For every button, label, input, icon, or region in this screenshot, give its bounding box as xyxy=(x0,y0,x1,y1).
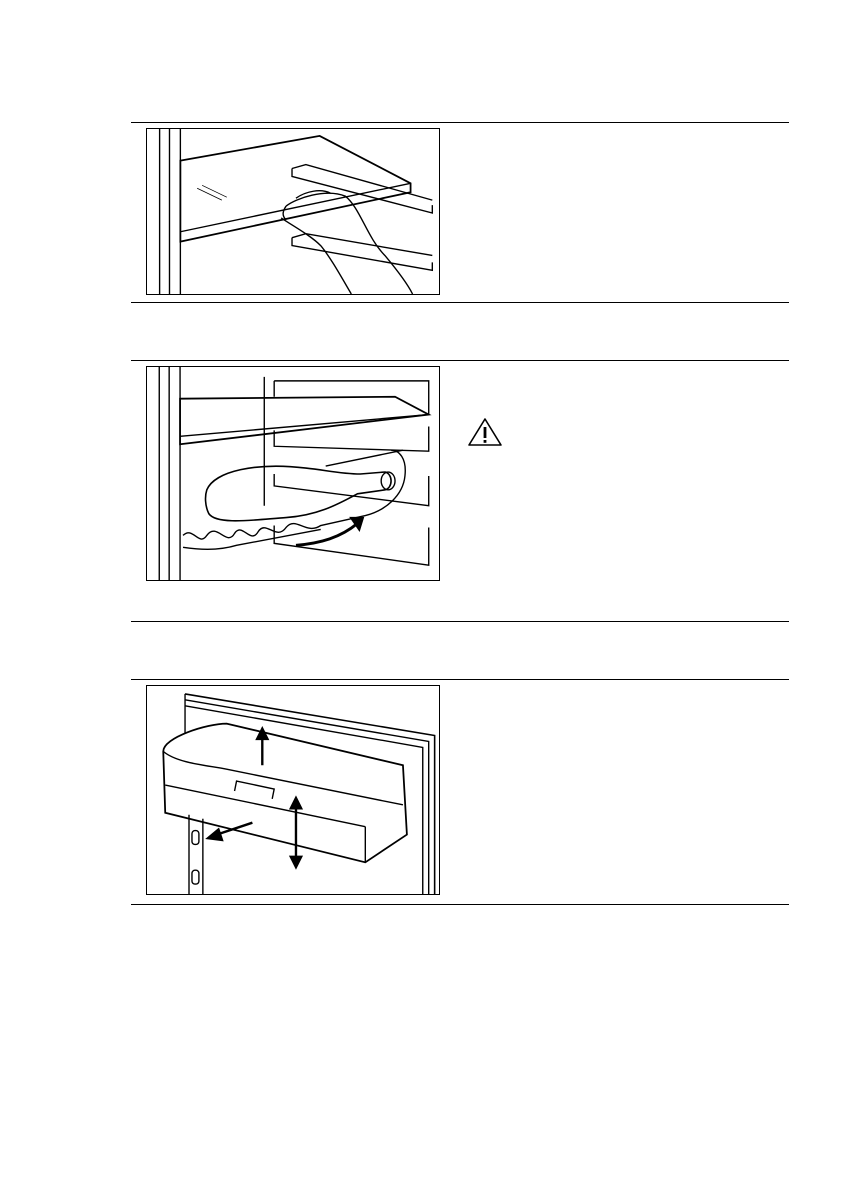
section-rule-3-bottom xyxy=(131,904,789,905)
section-rule-1-top xyxy=(131,122,789,123)
bottle-rack-illustration xyxy=(146,366,440,581)
glass-shelf-illustration xyxy=(146,128,440,295)
section-rule-2-bottom xyxy=(131,621,789,622)
section-rule-3-top xyxy=(131,679,789,680)
section-rule-1-bottom xyxy=(131,302,789,303)
door-balcony-illustration xyxy=(146,685,440,895)
warning-triangle-icon xyxy=(467,417,503,447)
section-rule-2-top xyxy=(131,360,789,361)
